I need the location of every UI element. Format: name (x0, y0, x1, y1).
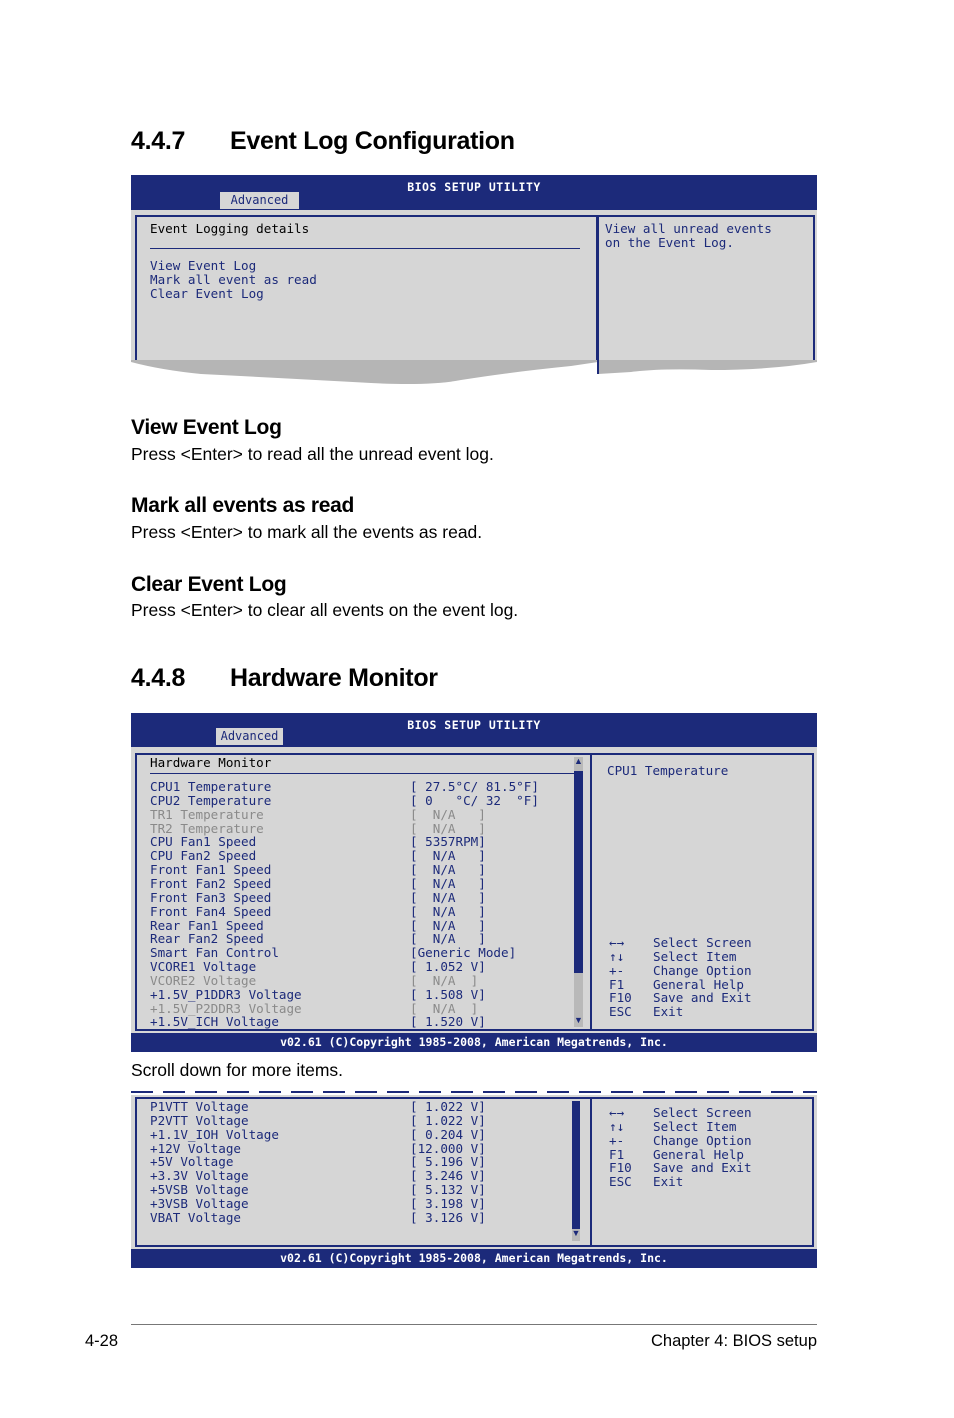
key-name: F1 (609, 976, 625, 992)
monitor-item-value: [12.000 V] (410, 1140, 486, 1156)
monitor-item-value: [ 1.022 V] (410, 1112, 486, 1128)
scroll-down-icon[interactable]: ▼ (571, 1228, 581, 1238)
menu-item-mark-all-read[interactable]: Mark all event as read (150, 272, 317, 287)
key-description: Save and Exit (653, 990, 752, 1006)
section-title: Event Log Configuration (230, 127, 515, 155)
menu-item-clear-event-log[interactable]: Clear Event Log (150, 286, 264, 301)
key-name: +- (609, 1132, 625, 1148)
key-description: Save and Exit (653, 1160, 752, 1176)
section-number: 4.4.7 (131, 127, 186, 155)
key-name: ↑↓ (609, 1118, 625, 1134)
key-name: ↑↓ (609, 948, 625, 964)
panel-heading: Hardware Monitor (150, 755, 272, 770)
bios-footer: v02.61 (C)Copyright 1985-2008, American Megatrends, Inc. (131, 1249, 817, 1268)
bios-title: BIOS SETUP UTILITY (407, 718, 541, 732)
monitor-item-value: [ 5.196 V] (410, 1154, 486, 1170)
monitor-item-label[interactable]: CPU2 Temperature (150, 792, 272, 808)
monitor-item-label[interactable]: P1VTT Voltage (150, 1099, 249, 1114)
monitor-item-value: [ 3.198 V] (410, 1195, 486, 1211)
subsection-title-mark-all: Mark all events as read (131, 494, 355, 517)
monitor-item-label[interactable]: Smart Fan Control (150, 945, 279, 961)
monitor-item-label[interactable]: CPU Fan2 Speed (150, 848, 257, 864)
panel-heading: Event Logging details (150, 221, 310, 236)
monitor-item-label[interactable]: Front Fan2 Speed (150, 875, 272, 891)
subsection-title-clear-log: Clear Event Log (131, 573, 287, 596)
help-text-line: View all unread events (605, 221, 772, 236)
monitor-item-value: [ 3.126 V] (410, 1209, 486, 1225)
key-description: Exit (653, 1174, 684, 1190)
section-heading-event-log (131, 127, 515, 156)
subsection-title-view-event-log: View Event Log (131, 416, 282, 439)
tab-advanced[interactable]: Advanced (220, 192, 299, 209)
key-name: +- (609, 962, 625, 978)
scrollbar-thumb[interactable] (574, 771, 583, 973)
scroll-note: Scroll down for more items. (131, 1060, 344, 1080)
monitor-item-value: [ 1.052 V] (410, 959, 486, 975)
monitor-item-label[interactable]: Rear Fan2 Speed (150, 931, 264, 947)
subsection-text: Press <Enter> to read all the unread event log. (131, 444, 494, 464)
monitor-item-value: [ N/A ] (410, 903, 486, 919)
key-name: F10 (609, 1160, 632, 1176)
key-name: F1 (609, 1146, 625, 1162)
monitor-item-value: [ 5.132 V] (410, 1182, 486, 1198)
monitor-item-value: [ N/A ] (410, 1000, 479, 1016)
section-title: Hardware Monitor (230, 664, 438, 692)
monitor-item-label[interactable]: VBAT Voltage (150, 1209, 241, 1225)
monitor-item-value: [Generic Mode] (410, 945, 517, 961)
key-description: Change Option (653, 1132, 752, 1148)
monitor-item-value: [ 1.022 V] (410, 1099, 486, 1114)
monitor-item-value: [ N/A ] (410, 862, 486, 878)
heading-divider (150, 248, 580, 249)
monitor-item-value: [ N/A ] (410, 875, 486, 891)
key-description: Exit (653, 1004, 684, 1020)
monitor-item-label: +1.5V_P2DDR3 Voltage (150, 1000, 302, 1016)
monitor-item-label[interactable]: +5VSB Voltage (150, 1182, 249, 1198)
help-text-line: on the Event Log. (605, 235, 734, 250)
section-heading-hardware-monitor (131, 664, 438, 693)
monitor-item-label[interactable]: Front Fan3 Speed (150, 889, 272, 905)
monitor-item-value: [ 27.5°C/ 81.5°F] (410, 779, 539, 794)
monitor-item-label[interactable]: Front Fan1 Speed (150, 862, 272, 878)
monitor-item-label[interactable]: +1.1V_IOH Voltage (150, 1126, 279, 1142)
key-name: ESC (609, 1174, 632, 1190)
dashed-tear-edge (131, 1083, 817, 1095)
monitor-item-value: [ N/A ] (410, 848, 486, 864)
monitor-item-label[interactable]: +5V Voltage (150, 1154, 234, 1170)
key-description: Select Screen (653, 1105, 752, 1120)
monitor-item-label: VCORE2 Voltage (150, 972, 257, 988)
monitor-item-label[interactable]: Front Fan4 Speed (150, 903, 272, 919)
footer-rule (131, 1324, 817, 1325)
monitor-item-value: [ 5357RPM] (410, 834, 486, 850)
monitor-item-label[interactable]: P2VTT Voltage (150, 1112, 249, 1128)
bios-screen-hardware-monitor-continued (131, 1083, 817, 1268)
monitor-item-label[interactable]: +3VSB Voltage (150, 1195, 249, 1211)
key-name: ←→ (609, 935, 625, 950)
subsection-text: Press <Enter> to mark all the events as read. (131, 522, 483, 542)
monitor-item-label: TR1 Temperature (150, 806, 264, 822)
bios-screen-hardware-monitor (131, 713, 817, 1052)
monitor-item-value: [ N/A ] (410, 806, 486, 822)
bios-title-bar (131, 175, 817, 210)
bios-screen-event-log (131, 175, 817, 360)
monitor-item-value: [ N/A ] (410, 972, 479, 988)
monitor-item-label[interactable]: +1.5V_ICH Voltage (150, 1014, 279, 1030)
key-name: F10 (609, 990, 632, 1006)
monitor-item-label[interactable]: +12V Voltage (150, 1140, 241, 1156)
key-name: ←→ (609, 1105, 625, 1120)
scroll-down-icon[interactable]: ▼ (574, 1015, 583, 1025)
bios-title-bar (131, 713, 817, 747)
monitor-item-label[interactable]: Rear Fan1 Speed (150, 917, 264, 933)
help-text-line: CPU1 Temperature (607, 763, 729, 778)
monitor-item-label[interactable]: CPU Fan1 Speed (150, 834, 257, 850)
monitor-item-value: [ N/A ] (410, 820, 486, 836)
key-description: General Help (653, 976, 744, 992)
section-number: 4.4.8 (131, 664, 186, 692)
monitor-item-value: [ 0 °C/ 32 °F] (410, 792, 539, 808)
bios-title: BIOS SETUP UTILITY (407, 180, 541, 194)
page-number: 4-28 (85, 1332, 119, 1350)
monitor-item-label[interactable]: VCORE1 Voltage (150, 959, 257, 975)
monitor-item-value: [ 0.204 V] (410, 1126, 486, 1142)
monitor-item-value: [ N/A ] (410, 889, 486, 905)
key-description: General Help (653, 1146, 744, 1162)
key-description: Select Item (653, 1118, 737, 1134)
monitor-item-value: [ N/A ] (410, 931, 486, 947)
monitor-item-value: [ 3.246 V] (410, 1168, 486, 1184)
bios-footer: v02.61 (C)Copyright 1985-2008, American Megatrends, Inc. (131, 1033, 817, 1052)
monitor-item-value: [ 1.508 V] (410, 986, 486, 1002)
monitor-item-label[interactable]: +3.3V Voltage (150, 1168, 249, 1184)
torn-edge (131, 358, 817, 388)
key-name: ESC (609, 1004, 632, 1020)
key-description: Select Screen (653, 935, 752, 950)
monitor-item-value: [ 1.520 V] (410, 1014, 486, 1030)
monitor-item-label[interactable]: +1.5V_P1DDR3 Voltage (150, 986, 302, 1002)
scroll-up-icon[interactable]: ▲ (574, 756, 583, 766)
key-description: Select Item (653, 948, 737, 964)
scrollbar-thumb[interactable] (572, 1101, 580, 1229)
subsection-text: Press <Enter> to clear all events on the event log. (131, 600, 519, 620)
chapter-label: Chapter 4: BIOS setup (650, 1332, 817, 1350)
key-description: Change Option (653, 962, 752, 978)
monitor-item-label: TR2 Temperature (150, 820, 264, 836)
monitor-item-value: [ N/A ] (410, 917, 486, 933)
monitor-item-label[interactable]: CPU1 Temperature (150, 779, 272, 794)
tab-advanced[interactable]: Advanced (216, 728, 283, 745)
heading-divider (150, 773, 575, 774)
menu-item-view-event-log[interactable]: View Event Log (150, 258, 257, 273)
